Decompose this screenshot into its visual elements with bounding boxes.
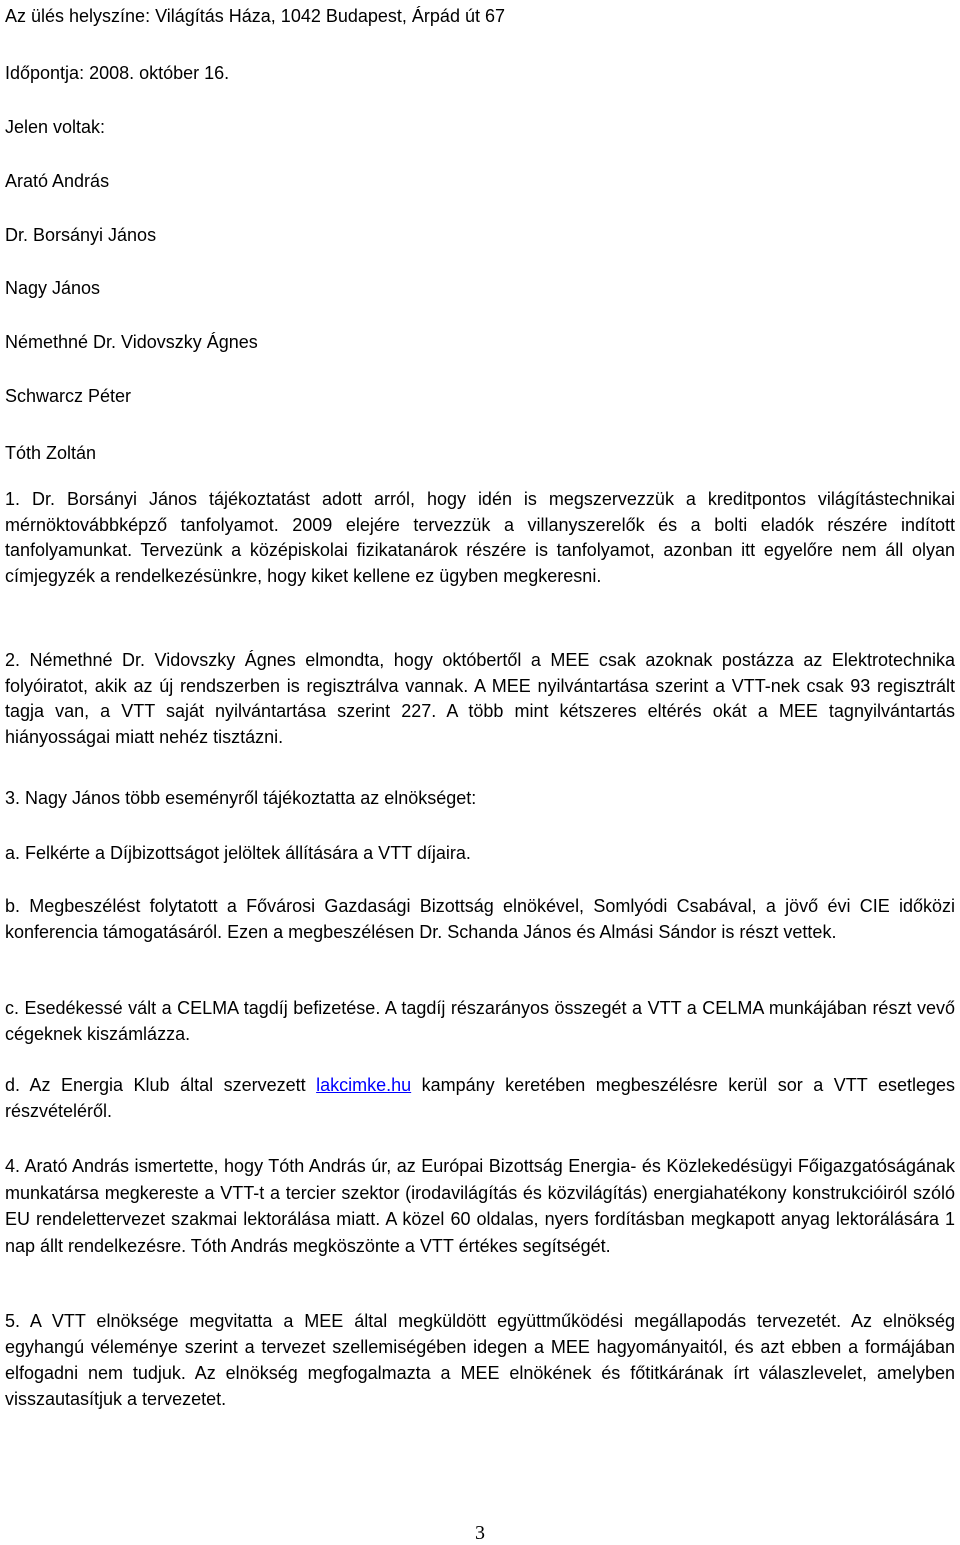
attendee-name: Schwarcz Péter bbox=[5, 386, 132, 406]
agenda-item-3d bbox=[5, 1072, 955, 1124]
page-number: 3 bbox=[475, 1522, 485, 1544]
agenda-item-1: 1. Dr. Borsányi János tájékoztatást adott arról, hogy idén is megszervezzük a kreditpontos világítástechnikai mérnöktovábbképző tanfolyamot. 2009 elejére tervezzük a villanyszerelők és a bolti eladók részére indított tanfolyamunkat. Tervezünk a középiskolai fizikatanárok részére is tanfolyamot, azonban itt egyelőre nem áll olyan címjegyzék a rendelkezésünkre, hogy kiket kellene ez ügyben megkeresni. bbox=[5, 489, 955, 586]
attendee-name: Tóth Zoltán bbox=[5, 443, 97, 463]
attendee-name: Nagy János bbox=[5, 278, 101, 298]
attendee-name: Arató András bbox=[5, 171, 110, 191]
lakcimke-link[interactable]: lakcimke.hu bbox=[316, 1075, 412, 1095]
meeting-venue: Az ülés helyszíne: Világítás Háza, 1042 Budapest, Árpád út 67 bbox=[5, 6, 505, 26]
agenda-item-3b: b. Megbeszélést folytatott a Fővárosi Gazdasági Bizottság elnökével, Somlyódi Csabával, a jövő évi CIE időközi konferencia támogatásáról. Ezen a megbeszélésen Dr. Schanda János és Almási Sándor is részt vettek. bbox=[5, 896, 955, 942]
agenda-item-4: 4. Arató András ismertette, hogy Tóth András úr, az Európai Bizottság Energia- és Közlekedésügyi Főigazgatóságának munkatársa megkereste a VTT-t a tercier szektor (irodavilágítás és közvilágítás) energiahatékony konstrukcióiról szóló EU rendelettervezet szakmai lektorálása miatt. A közel 60 oldalas, nyers fordításban megkapott anyag lektorálására 1 nap állt rendelkezésre. Tóth András megköszönte a VTT értékes segítségét. bbox=[5, 1156, 955, 1256]
attendee-name: Némethné Dr. Vidovszky Ágnes bbox=[5, 332, 258, 352]
agenda-item-3a: a. Felkérte a Díjbizottságot jelöltek állítására a VTT díjaira. bbox=[5, 843, 471, 863]
meeting-date: Időpontja: 2008. október 16. bbox=[5, 63, 230, 83]
attendees-label: Jelen voltak: bbox=[5, 117, 106, 137]
item-3d-text-before: d. Az Energia Klub által szervezett bbox=[5, 1075, 317, 1095]
agenda-item-2: 2. Némethné Dr. Vidovszky Ágnes elmondta, hogy októbertől a MEE csak azoknak postázza az Elektrotechnika folyóiratot, akik az új rendszerben is regisztrálva vannak. A MEE nyilvántartása szerint a VTT-nek csak 93 regisztrált tagja van, a VTT saját nyilvántartása szerint 227. A több mint kétszeres eltérés okát a MEE tagnyilvántartás hiányosságai miatt nehéz tisztázni. bbox=[5, 650, 955, 747]
agenda-item-3c: c. Esedékessé vált a CELMA tagdíj befizetése. A tagdíj részarányos összegét a VTT a CELMA munkájában részt vevő cégeknek kiszámlázza. bbox=[5, 998, 955, 1044]
agenda-item-5: 5. A VTT elnöksége megvitatta a MEE által megküldött együttműködési megállapodás tervezetét. Az elnökség egyhangú véleménye szerint a tervezet szellemiségében idegen a MEE hagyományaitól, és azt ebben a formájában elfogadni nem tudjuk. Az elnökség megfogalmazta a MEE elnökének és főtitkárának írt válaszlevelet, amelyben visszautasítjuk a tervezetet. bbox=[5, 1311, 955, 1409]
agenda-item-3: 3. Nagy János több eseményről tájékoztatta az elnökséget: bbox=[5, 788, 477, 808]
item-3d-text-after: kampány keretében megbeszélésre kerül sor a VTT esetleges részvételéről. bbox=[5, 1075, 956, 1121]
attendee-name: Dr. Borsányi János bbox=[5, 225, 157, 245]
